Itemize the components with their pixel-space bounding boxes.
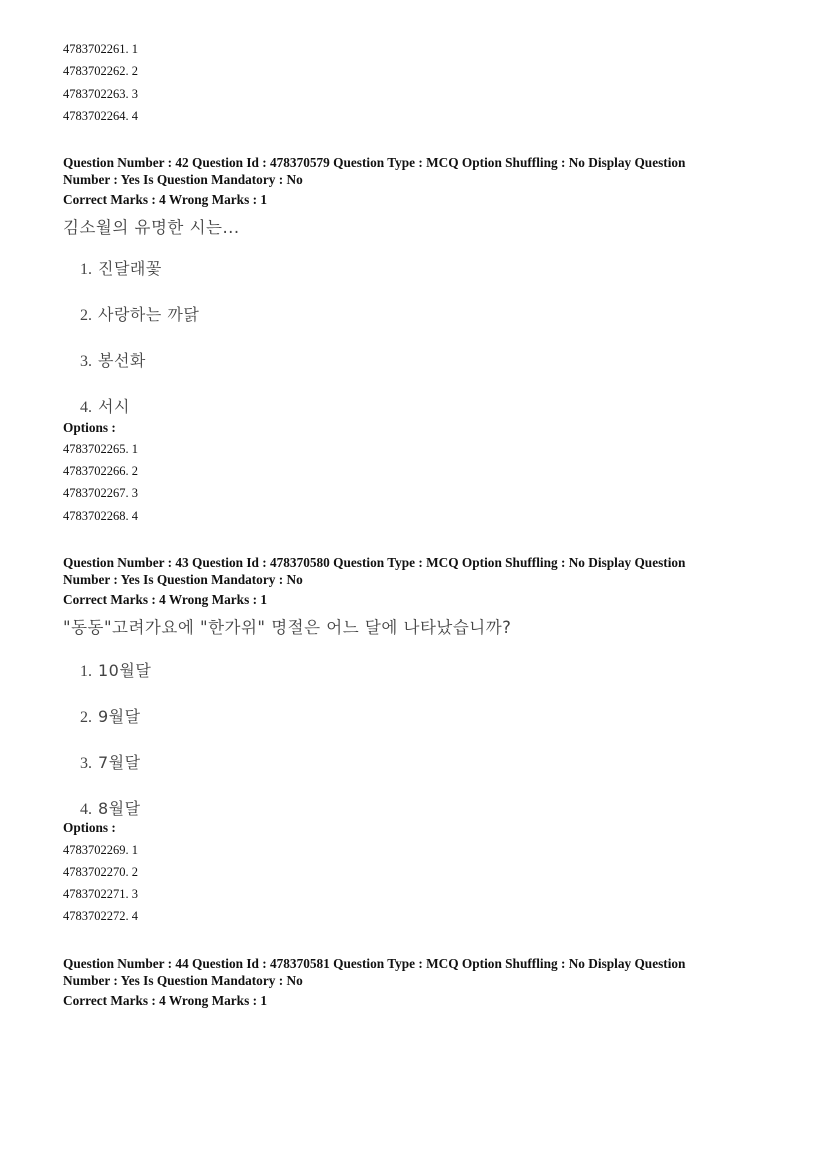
question-marks: Correct Marks : 4 Wrong Marks : 1 (63, 192, 267, 207)
choice-number: 4. (80, 801, 92, 818)
choice-text: 10월달 (98, 661, 152, 680)
option-id-line: 4783702263. 3 (63, 87, 138, 101)
option-id-line: 4783702268. 4 (63, 509, 138, 523)
choice-number: 3. (80, 755, 92, 772)
choice-text: 서시 (98, 397, 130, 416)
question-meta-line2: Number : Yes Is Question Mandatory : No (63, 172, 303, 187)
question-meta-line2: Number : Yes Is Question Mandatory : No (63, 973, 303, 988)
option-id-line: 4783702265. 1 (63, 442, 138, 456)
option-id-line: 4783702262. 2 (63, 64, 138, 78)
choice-item (80, 394, 130, 417)
choice-text: 7월달 (98, 753, 141, 772)
choice-item (80, 348, 146, 371)
choice-number: 2. (80, 307, 92, 324)
option-id-line: 4783702267. 3 (63, 486, 138, 500)
question-meta-line1: Question Number : 44 Question Id : 478370581 Question Type : MCQ Option Shuffling : No Display Question (63, 956, 686, 971)
option-id-line: 4783702272. 4 (63, 909, 138, 923)
choice-item (80, 658, 151, 681)
choice-number: 1. (80, 261, 92, 278)
choice-item (80, 796, 141, 819)
choice-item (80, 256, 162, 279)
question-meta-line1: Question Number : 43 Question Id : 478370580 Question Type : MCQ Option Shuffling : No Display Question (63, 555, 686, 570)
question-meta-line2: Number : Yes Is Question Mandatory : No (63, 572, 303, 587)
option-id-line: 4783702270. 2 (63, 865, 138, 879)
options-label: Options : (63, 420, 116, 435)
option-id-line: 4783702261. 1 (63, 42, 138, 56)
option-id-line: 4783702264. 4 (63, 109, 138, 123)
choice-number: 2. (80, 709, 92, 726)
choice-item (80, 704, 141, 727)
option-id-line: 4783702266. 2 (63, 464, 138, 478)
question-meta-line1: Question Number : 42 Question Id : 478370579 Question Type : MCQ Option Shuffling : No Display Question (63, 155, 686, 170)
choice-number: 3. (80, 353, 92, 370)
option-id-line: 4783702271. 3 (63, 887, 138, 901)
option-id-line: 4783702269. 1 (63, 843, 138, 857)
question-marks: Correct Marks : 4 Wrong Marks : 1 (63, 592, 267, 607)
choice-text: 8월달 (98, 799, 141, 818)
question-text: 김소월의 유명한 시는... (63, 218, 240, 237)
options-label: Options : (63, 820, 116, 835)
question-text: "동동"고려가요에 "한가위" 명절은 어느 달에 나타났습니까? (63, 618, 512, 637)
choice-text: 진달래꽃 (98, 259, 162, 278)
choice-text: 봉선화 (98, 351, 146, 370)
question-marks: Correct Marks : 4 Wrong Marks : 1 (63, 993, 267, 1008)
choice-text: 사랑하는 까닭 (98, 305, 200, 324)
choice-number: 4. (80, 399, 92, 416)
choice-item (80, 302, 199, 325)
choice-text: 9월달 (98, 707, 141, 726)
choice-item (80, 750, 141, 773)
choice-number: 1. (80, 663, 92, 680)
